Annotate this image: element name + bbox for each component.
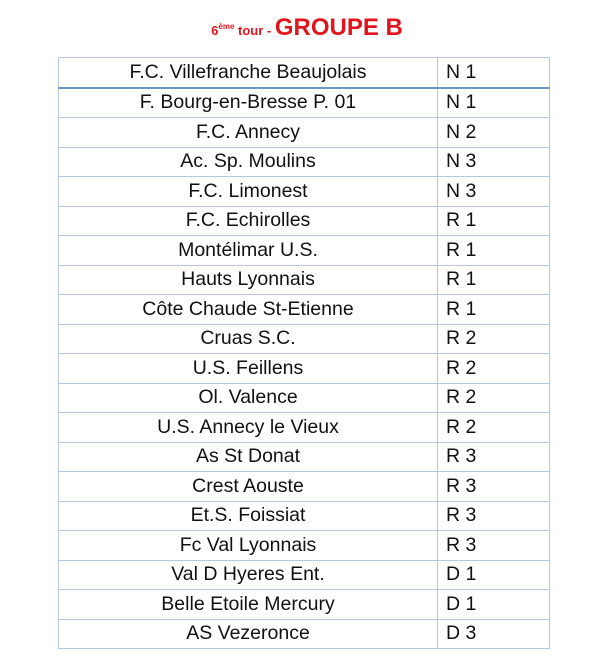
team-level-cell: R 2 <box>438 354 550 384</box>
table-row <box>59 295 550 325</box>
team-name-cell: F. Bourg-en-Bresse P. 01 <box>59 88 438 118</box>
team-name-cell: Ac. Sp. Moulins <box>59 147 438 177</box>
round-superscript: ème <box>218 22 235 31</box>
team-name-cell: Belle Etoile Mercury <box>59 590 438 620</box>
table-row <box>59 590 550 620</box>
table-row <box>59 88 550 118</box>
teams-table-body <box>59 58 550 649</box>
table-row <box>59 177 550 207</box>
team-name-cell: Ol. Valence <box>59 383 438 413</box>
team-name-cell: Côte Chaude St-Etienne <box>59 295 438 325</box>
team-name-cell: AS Vezeronce <box>59 619 438 649</box>
team-level-cell: R 1 <box>438 236 550 266</box>
team-name-cell: F.C. Annecy <box>59 118 438 148</box>
team-name-cell: Cruas S.C. <box>59 324 438 354</box>
team-level-cell: D 1 <box>438 560 550 590</box>
team-level-cell: R 3 <box>438 501 550 531</box>
team-name-cell: Hauts Lyonnais <box>59 265 438 295</box>
team-level-cell: R 2 <box>438 383 550 413</box>
team-name-cell: Fc Val Lyonnais <box>59 531 438 561</box>
round-label <box>211 23 263 38</box>
team-name-cell: F.C. Villefranche Beaujolais <box>59 58 438 88</box>
table-row <box>59 147 550 177</box>
table-row <box>59 324 550 354</box>
team-level-cell: R 2 <box>438 413 550 443</box>
team-name-cell: As St Donat <box>59 442 438 472</box>
table-row <box>59 118 550 148</box>
table-row <box>59 58 550 88</box>
table-row <box>59 265 550 295</box>
table-row <box>59 413 550 443</box>
team-name-cell: U.S. Annecy le Vieux <box>59 413 438 443</box>
page-title <box>0 14 614 42</box>
group-name: GROUPE B <box>274 14 403 41</box>
team-name-cell: F.C. Echirolles <box>59 206 438 236</box>
table-row <box>59 383 550 413</box>
team-level-cell: D 1 <box>438 590 550 620</box>
team-level-cell: R 1 <box>438 206 550 236</box>
team-level-cell: R 1 <box>438 265 550 295</box>
table-row <box>59 236 550 266</box>
team-level-cell: R 1 <box>438 295 550 325</box>
team-level-cell: R 3 <box>438 442 550 472</box>
table-row <box>59 354 550 384</box>
team-level-cell: R 2 <box>438 324 550 354</box>
team-level-cell: R 3 <box>438 531 550 561</box>
table-row <box>59 560 550 590</box>
round-suffix: tour <box>234 23 264 38</box>
team-level-cell: N 1 <box>438 58 550 88</box>
team-level-cell: N 1 <box>438 88 550 118</box>
team-level-cell: D 3 <box>438 619 550 649</box>
team-name-cell: Montélimar U.S. <box>59 236 438 266</box>
team-name-cell: Et.S. Foissiat <box>59 501 438 531</box>
team-name-cell: Val D Hyeres Ent. <box>59 560 438 590</box>
team-level-cell: R 3 <box>438 472 550 502</box>
team-level-cell: N 2 <box>438 118 550 148</box>
title-dash: - <box>263 23 275 38</box>
team-name-cell: Crest Aouste <box>59 472 438 502</box>
teams-table <box>58 57 550 649</box>
table-row <box>59 442 550 472</box>
table-row <box>59 619 550 649</box>
table-row <box>59 501 550 531</box>
round-number: 6 <box>211 23 219 38</box>
table-row <box>59 206 550 236</box>
team-level-cell: N 3 <box>438 177 550 207</box>
team-name-cell: U.S. Feillens <box>59 354 438 384</box>
team-level-cell: N 3 <box>438 147 550 177</box>
team-name-cell: F.C. Limonest <box>59 177 438 207</box>
table-row <box>59 472 550 502</box>
table-row <box>59 531 550 561</box>
